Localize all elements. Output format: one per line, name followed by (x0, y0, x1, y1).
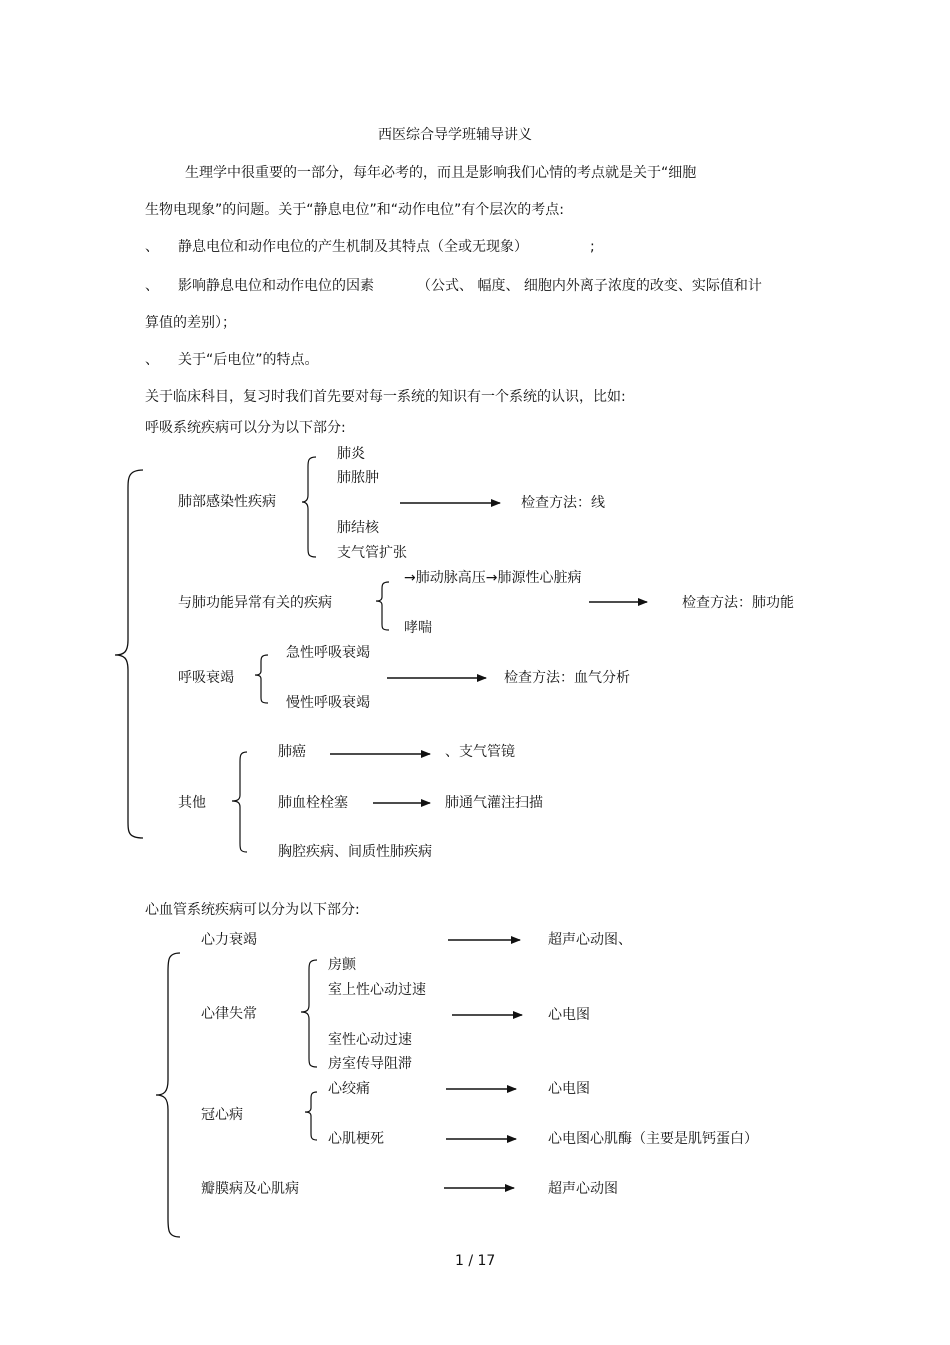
arrhythmia-label: 心律失常 (201, 1006, 257, 1022)
list-item-tail: ; (590, 239, 595, 255)
list-item-tail: （公式、 幅度、 细胞内外离子浓度的改变、实际值和计 (417, 278, 762, 294)
intro-line-1: 生理学中很重要的一部分，每年必考的，而且是影响我们心情的考点就是关于“细胞 (185, 165, 697, 181)
list-item: 肺炎 (337, 446, 365, 462)
list-item: 胸腔疾病、间质性肺疾病 (278, 844, 432, 860)
page-title: 西医综合导学班辅导讲义 (378, 127, 532, 143)
list-item-exam: 心电图心肌酶（主要是肌钙蛋白） (548, 1131, 758, 1147)
list-item: 心肌梗死 (328, 1131, 384, 1147)
brace-chd (305, 1092, 317, 1140)
list-item: 急性呼吸衰竭 (286, 645, 370, 661)
list-item: 哮喘 (404, 620, 432, 636)
resp-failure-label: 呼吸衰竭 (178, 670, 234, 686)
list-item-exam: 心电图 (548, 1081, 590, 1097)
clinical-intro: 关于临床科目，复习时我们首先要对每一系统的知识有一个系统的认识，比如: (145, 389, 626, 405)
list-item: 慢性呼吸衰竭 (286, 695, 370, 711)
arrhythmia-exam: 心电图 (548, 1007, 590, 1023)
list-item: 心绞痛 (328, 1081, 370, 1097)
list-item-text: 关于“后电位”的特点。 (178, 352, 319, 368)
list-item-exam: 肺通气灌注扫描 (445, 795, 543, 811)
list-item-text: 静息电位和动作电位的产生机制及其特点（全或无现象） (178, 239, 528, 255)
brace-lung-infection (302, 457, 316, 557)
valve-exam: 超声心动图 (548, 1181, 618, 1197)
list-item: 肺癌 (278, 744, 306, 760)
brace-cardio (156, 953, 180, 1237)
brace-arrhythmia (301, 960, 317, 1067)
list-bullet: 、 (145, 278, 159, 294)
list-item: 肺血栓栓塞 (278, 795, 348, 811)
list-item-text: 影响静息电位和动作电位的因素 (178, 278, 374, 294)
heart-failure-exam: 超声心动图、 (548, 932, 632, 948)
list-item: 室上性心动过速 (328, 982, 426, 998)
list-item-text: 算值的差别）； (145, 315, 236, 331)
brace-respiratory (115, 470, 143, 838)
list-item-exam: 、支气管镜 (445, 744, 515, 760)
others-label: 其他 (178, 795, 206, 811)
list-item: 支气管扩张 (337, 545, 407, 561)
list-bullet: 、 (145, 239, 159, 255)
list-item: 肺结核 (337, 520, 379, 536)
chd-label: 冠心病 (201, 1107, 243, 1123)
page-number: 1 / 17 (455, 1253, 496, 1269)
valve-label: 瓣膜病及心肌病 (201, 1181, 299, 1197)
lung-infection-exam: 检查方法：线 (521, 495, 605, 511)
list-item: 房颤 (328, 957, 356, 973)
respiratory-heading: 呼吸系统疾病可以分为以下部分: (145, 420, 346, 436)
intro-line-2: 生物电现象”的问题。关于“静息电位”和“动作电位”有个层次的考点: (145, 202, 564, 218)
brace-resp-failure (255, 655, 268, 703)
lung-function-exam: 检查方法：肺功能 (682, 595, 794, 611)
list-item: 室性心动过速 (328, 1032, 412, 1048)
resp-failure-exam: 检查方法：血气分析 (504, 670, 630, 686)
lung-infection-label: 肺部感染性疾病 (178, 494, 276, 510)
list-bullet: 、 (145, 352, 159, 368)
brace-lung-function (376, 582, 389, 630)
brace-others (232, 752, 247, 852)
cardio-heading: 心血管系统疾病可以分为以下部分: (145, 902, 360, 918)
heart-failure-label: 心力衰竭 (201, 932, 257, 948)
list-item: 房室传导阻滞 (328, 1056, 412, 1072)
list-item: →肺动脉高压→肺源性心脏病 (404, 570, 582, 586)
lung-function-label: 与肺功能异常有关的疾病 (178, 595, 332, 611)
list-item: 肺脓肿 (337, 470, 379, 486)
